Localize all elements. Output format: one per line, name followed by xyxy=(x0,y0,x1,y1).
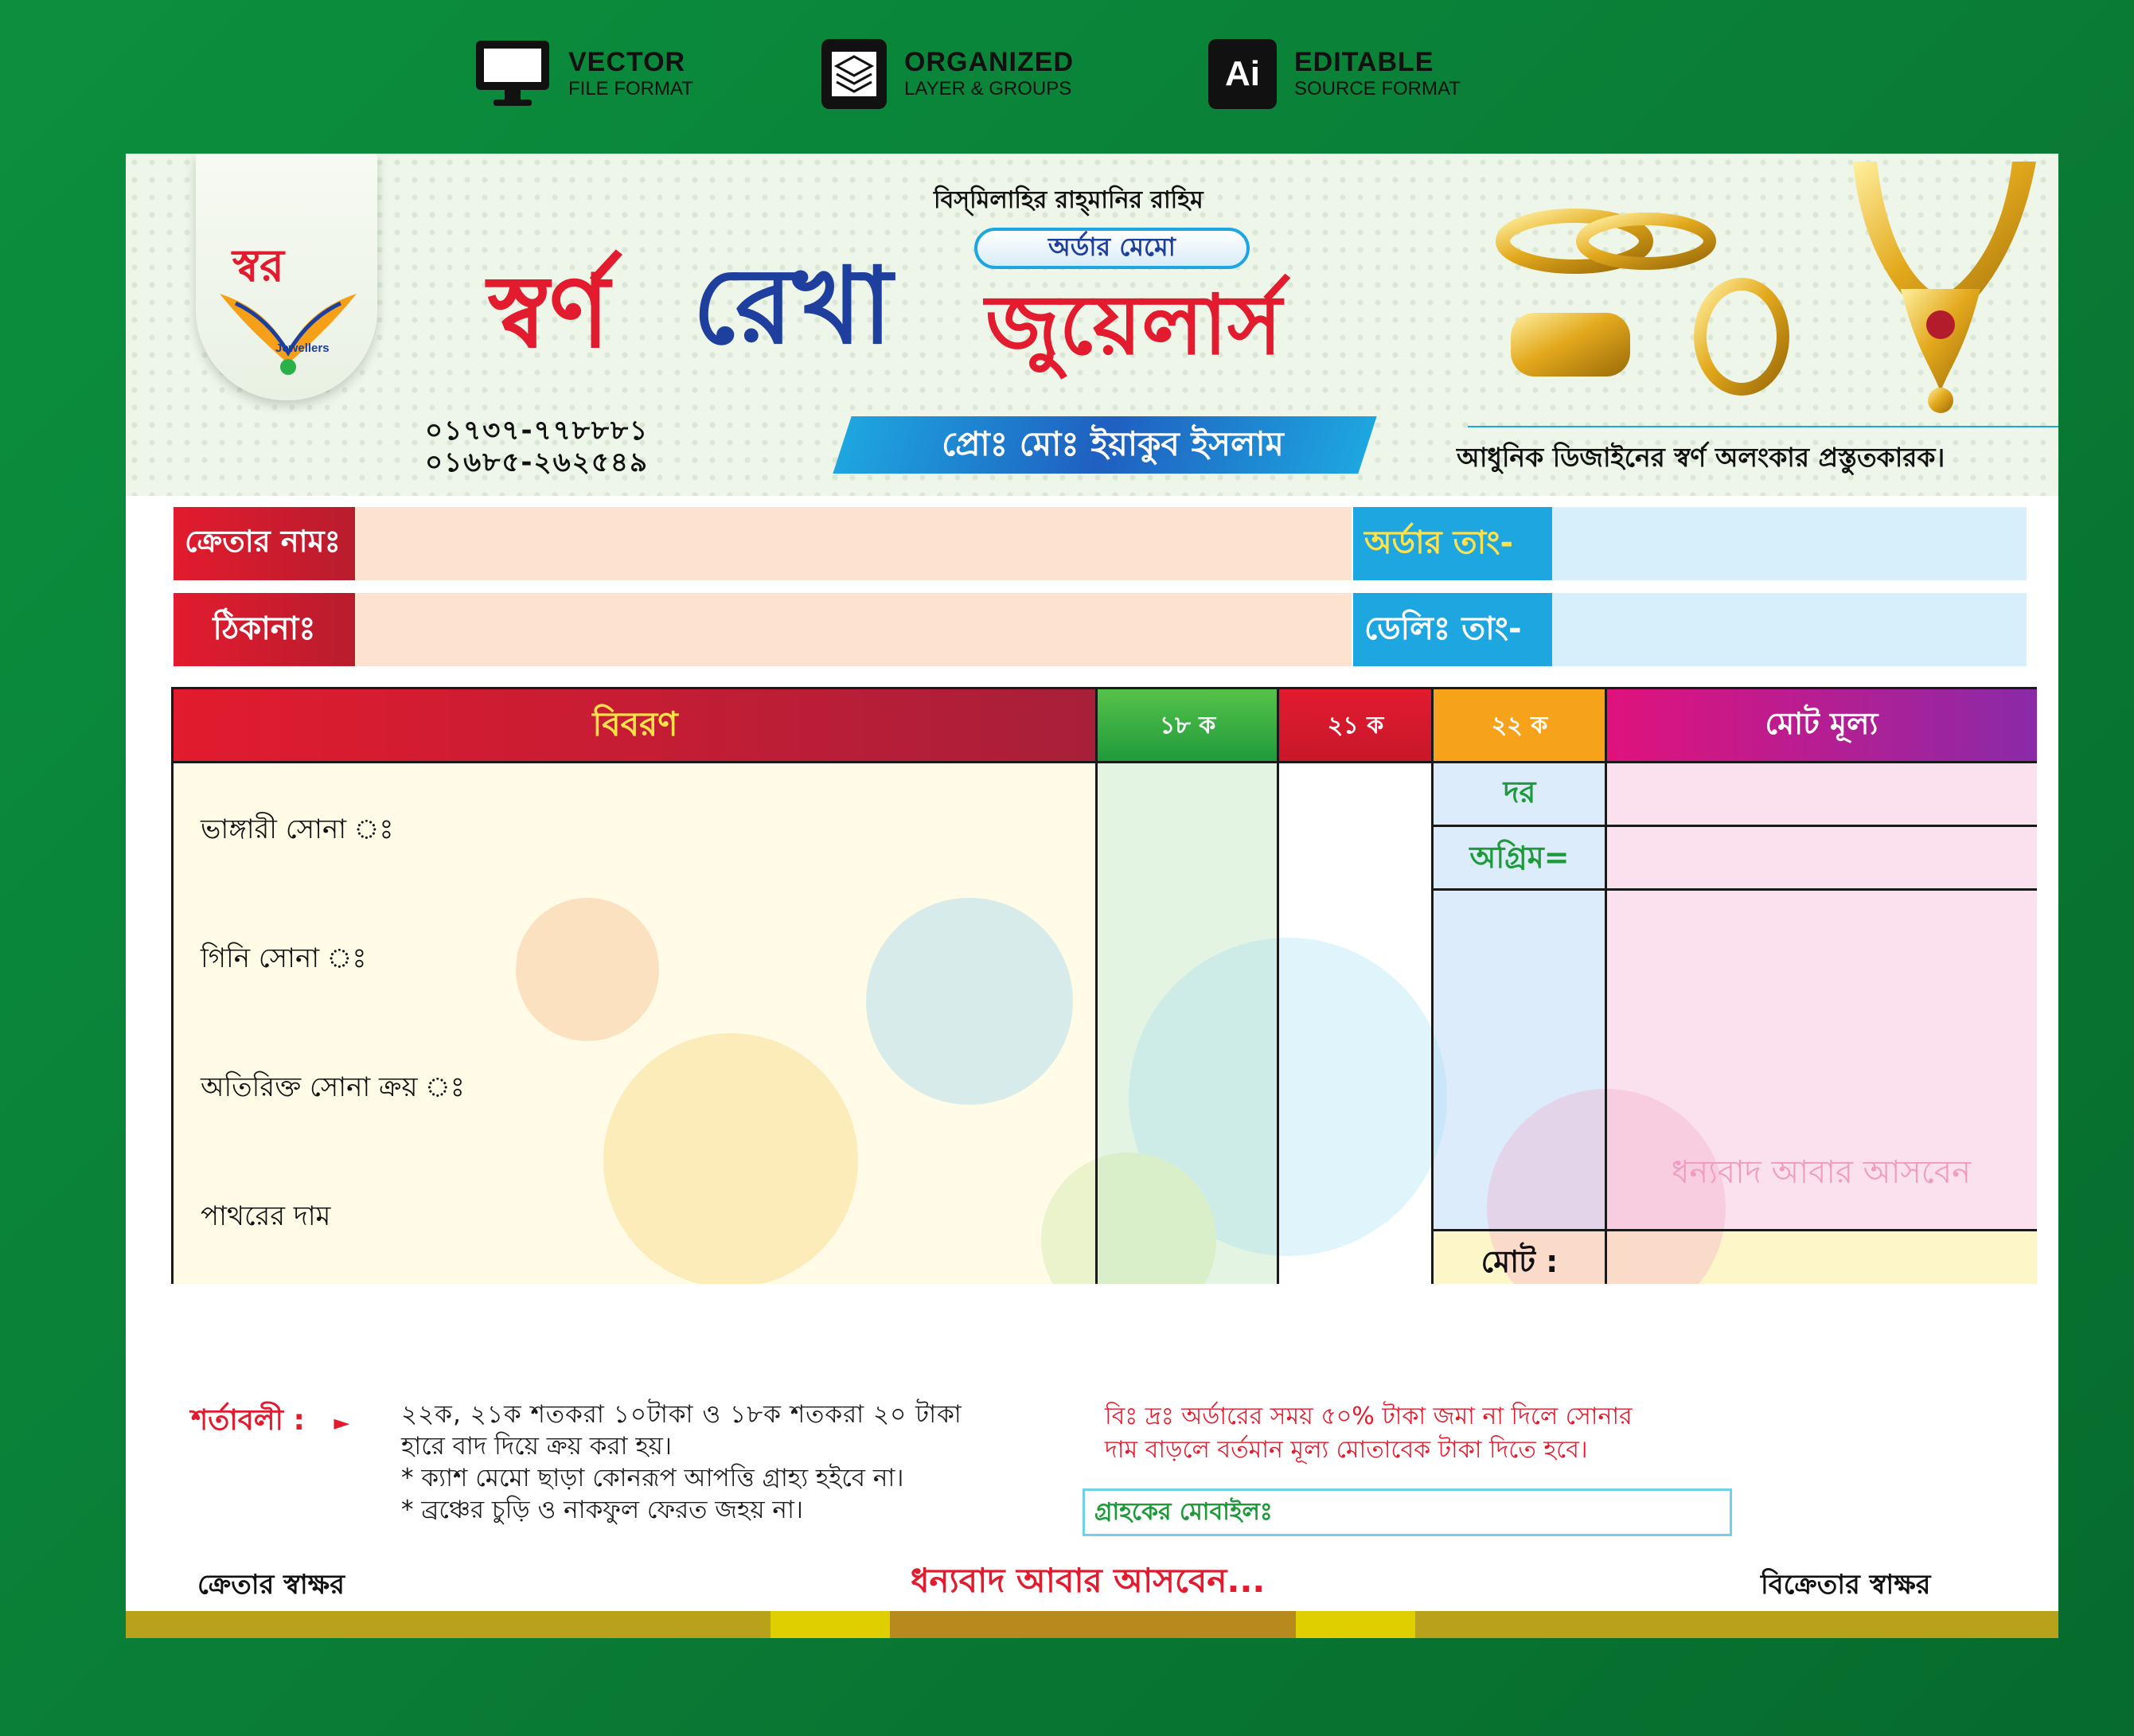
footer-stripe xyxy=(1296,1611,1415,1638)
feature-subtitle: SOURCE FORMAT xyxy=(1294,78,1461,99)
feature-subtitle: FILE FORMAT xyxy=(568,78,693,99)
logo-subtitle: Jewellers xyxy=(275,341,330,355)
terms-line-4: * ব্রঞ্চের চুড়ি ও নাকফুল ফেরত জহয় না। xyxy=(401,1496,804,1524)
row-stone-price: পাথরের দাম xyxy=(201,1200,331,1232)
header-18k: ১৮ ক xyxy=(1097,689,1278,763)
delivery-date-field[interactable] xyxy=(1552,593,2027,666)
feature-editable xyxy=(1208,38,1461,110)
delivery-date-label: ডেলিঃ তাং- xyxy=(1353,593,1552,666)
footer-stripe xyxy=(771,1611,890,1638)
seller-signature: বিক্রেতার স্বাক্ষর xyxy=(1761,1569,1931,1601)
order-memo-paper xyxy=(126,154,2058,1638)
monitor-icon xyxy=(474,39,551,109)
advance-field[interactable] xyxy=(1606,826,2037,888)
footer-stripe xyxy=(126,1611,771,1638)
address-field[interactable] xyxy=(355,593,1352,666)
address-label: ঠিকানাঃ xyxy=(174,593,355,666)
phone-number-2: ০১৬৮৫-২৬২৫৪৯ xyxy=(425,447,650,478)
thanks-text: ধন্যবাদ আবার আসবেন... xyxy=(911,1561,1266,1600)
note-line-2: দাম বাড়লে বর্তমান মূল্য মোতাবেক টাকা দিতে হবে। xyxy=(1105,1436,1588,1464)
logo-shield xyxy=(196,154,377,400)
note-line-1: বিঃ দ্রঃ অর্ডারের সময় ৫০% টাকা জমা না দিলে সোনার xyxy=(1105,1402,1633,1430)
header-21k: ২১ ক xyxy=(1278,689,1433,763)
footer-stripe xyxy=(1415,1611,2058,1638)
column-divider xyxy=(1277,689,1279,1284)
feature-subtitle: LAYER & GROUPS xyxy=(904,78,1072,99)
ai-icon: Ai xyxy=(1208,39,1277,109)
footer-stripe xyxy=(890,1611,1296,1638)
shop-name-part-1: স্বর্ণ xyxy=(488,252,610,370)
rate-label: দর xyxy=(1503,774,1536,809)
order-table xyxy=(171,687,2037,1284)
bismillah-text: বিস্‌মিলাহির রাহ্‌মানির রাহিম xyxy=(934,186,1204,214)
row-guinea-gold: গিনি সোনা ঃ xyxy=(201,942,367,974)
proprietor-name: প্রোঃ মোঃ ইয়াকুব ইসলাম xyxy=(942,423,1284,463)
header-22k: ২২ ক xyxy=(1433,689,1606,763)
tagline: আধুনিক ডিজাইনের স্বর্ণ অলংকার প্রস্তুতকারক। xyxy=(1457,442,1945,473)
header-description: বিবরণ xyxy=(174,689,1097,763)
layers-icon xyxy=(821,39,887,109)
column-divider xyxy=(1095,689,1098,1284)
logo-wings-icon xyxy=(217,287,360,375)
row-broken-gold: ভাঙ্গারী সোনা ঃ xyxy=(201,813,394,845)
memo-badge: অর্ডার মেমো xyxy=(974,228,1250,269)
row-divider xyxy=(1431,888,2037,891)
feature-title: VECTOR xyxy=(568,47,686,77)
terms-heading: শর্তাবলী : ► xyxy=(191,1404,350,1437)
total-label: মোট : xyxy=(1481,1244,1559,1279)
order-date-label: অর্ডার তাং- xyxy=(1353,507,1552,580)
jewelry-image xyxy=(1487,154,2058,424)
watermark-thanks: ধন্যবাদ আবার আসবেন xyxy=(1671,1154,1971,1191)
feature-title: ORGANIZED xyxy=(904,47,1074,77)
advance-label: অগ্রিম= xyxy=(1469,840,1570,875)
feature-vector xyxy=(474,38,693,110)
customer-mobile-label: গ্রাহকের মোবাইলঃ xyxy=(1094,1497,1273,1526)
tagline-divider xyxy=(1468,426,2058,427)
buyer-name-field[interactable] xyxy=(355,507,1352,580)
feature-title: EDITABLE xyxy=(1294,47,1434,77)
terms-line-2: হারে বাদ দিয়ে ক্রয় করা হয়। xyxy=(401,1432,673,1461)
customer-mobile-field[interactable] xyxy=(1083,1488,1732,1536)
arrow-right-icon: ► xyxy=(334,1411,350,1435)
header-total-price: মোট মূল্য xyxy=(1606,689,2037,763)
terms-line-3: * ক্যাশ মেমো ছাড়া কোনরূপ আপত্তি গ্রাহ্য হইবে না। xyxy=(401,1464,904,1492)
rate-field[interactable] xyxy=(1606,763,2037,825)
phone-number-1: ০১৭৩৭-৭৭৮৮৮১ xyxy=(425,415,650,447)
terms-line-1: ২২ক, ২১ক শতকরা ১০টাকা ও ১৮ক শতকরা ২০ টাকা xyxy=(401,1400,962,1429)
shop-name-part-3: জুয়েলার্স xyxy=(985,275,1282,373)
phone-numbers xyxy=(425,415,649,478)
logo-mark: স্বর xyxy=(232,240,284,292)
shop-name-part-2: রেখা xyxy=(692,244,893,368)
feature-organized xyxy=(821,38,1074,110)
row-extra-gold: অতিরিক্ত সোনা ক্রয় ঃ xyxy=(201,1071,465,1103)
buyer-signature: ক্রেতার স্বাক্ষর xyxy=(197,1569,345,1601)
total-field[interactable] xyxy=(1606,1231,2037,1284)
order-date-field[interactable] xyxy=(1552,507,2027,580)
buyer-name-label: ক্রেতার নামঃ xyxy=(174,507,355,580)
